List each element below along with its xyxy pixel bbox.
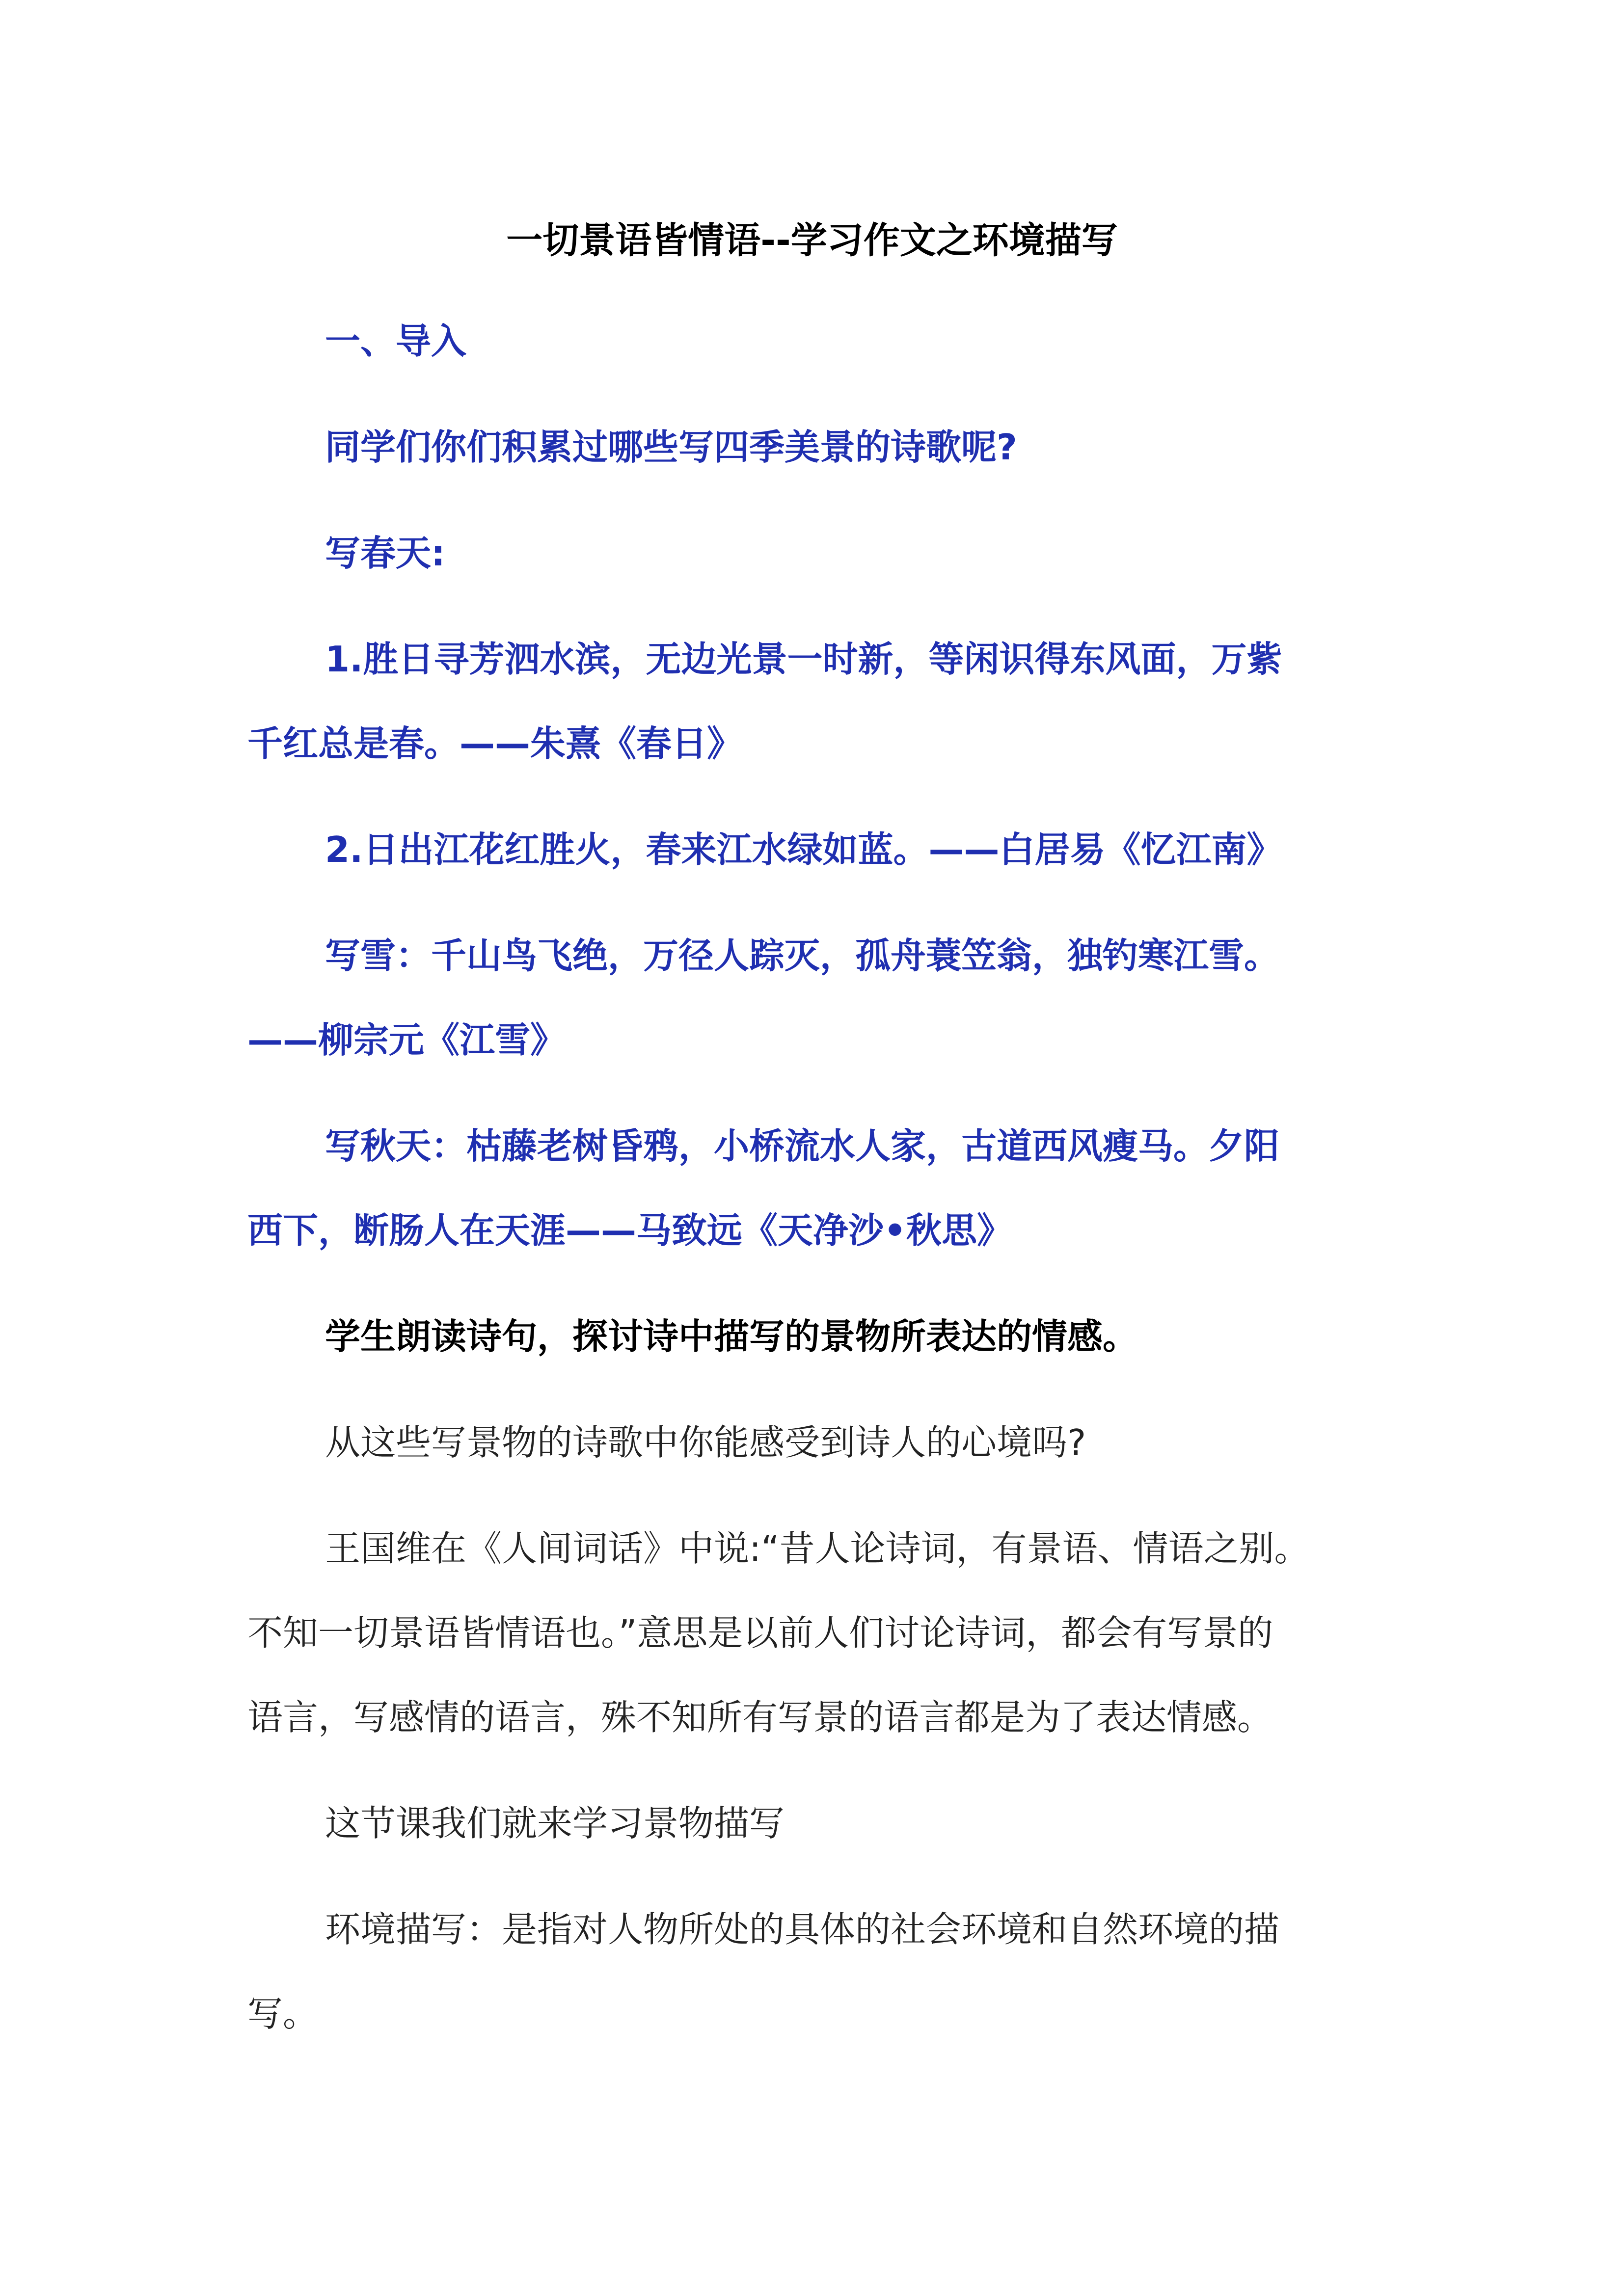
document-title: 一切景语皆情语--学习作文之环境描写 — [506, 219, 1118, 262]
instruction-line: 学生朗读诗句，探讨诗中描写的景物所表达的情感。 — [325, 1316, 1138, 1357]
poem2-line1: 2.日出江花红胜火，春来江水绿如蓝。——白居易《忆江南》 — [325, 829, 1282, 870]
poem1-line1: 1.胜日寻芳泗水滨，无边光景一时新，等闲识得东风面，万紫 — [325, 639, 1282, 680]
autumn-line1: 写秋天：枯藤老树昏鸦，小桥流水人家，古道西风瘦马。夕阳 — [325, 1125, 1280, 1167]
paragraph-2-line1: 王国维在《人间词话》中说:“昔人论诗词，有景语、情语之别。 — [325, 1528, 1310, 1569]
spring-label: 写春天: — [325, 533, 445, 574]
section-heading: 一、导入 — [325, 320, 467, 362]
paragraph-4-line2: 写。 — [247, 1993, 319, 2034]
paragraph-1: 从这些写景物的诗歌中你能感受到诗人的心境吗? — [325, 1422, 1086, 1463]
poem1-line2: 千红总是春。——朱熹《春日》 — [247, 723, 743, 764]
paragraph-2-line3: 语言，写感情的语言，殊不知所有写景的语言都是为了表达情感。 — [247, 1697, 1273, 1738]
snow-line2: ——柳宗元《江雪》 — [247, 1019, 566, 1061]
snow-line1: 写雪：千山鸟飞绝，万径人踪灭，孤舟蓑笠翁，独钓寒江雪。 — [325, 935, 1280, 976]
paragraph-2-line2: 不知一切景语皆情语也。”意思是以前人们讨论诗词，都会有写景的 — [247, 1612, 1273, 1654]
paragraph-3: 这节课我们就来学习景物描写 — [325, 1803, 785, 1844]
question-line: 同学们你们积累过哪些写四季美景的诗歌呢? — [325, 427, 1017, 468]
autumn-line2: 西下，断肠人在天涯——马致远《天净沙•秋思》 — [247, 1210, 1013, 1251]
paragraph-4-line1: 环境描写：是指对人物所处的具体的社会环境和自然环境的描 — [325, 1909, 1280, 1950]
